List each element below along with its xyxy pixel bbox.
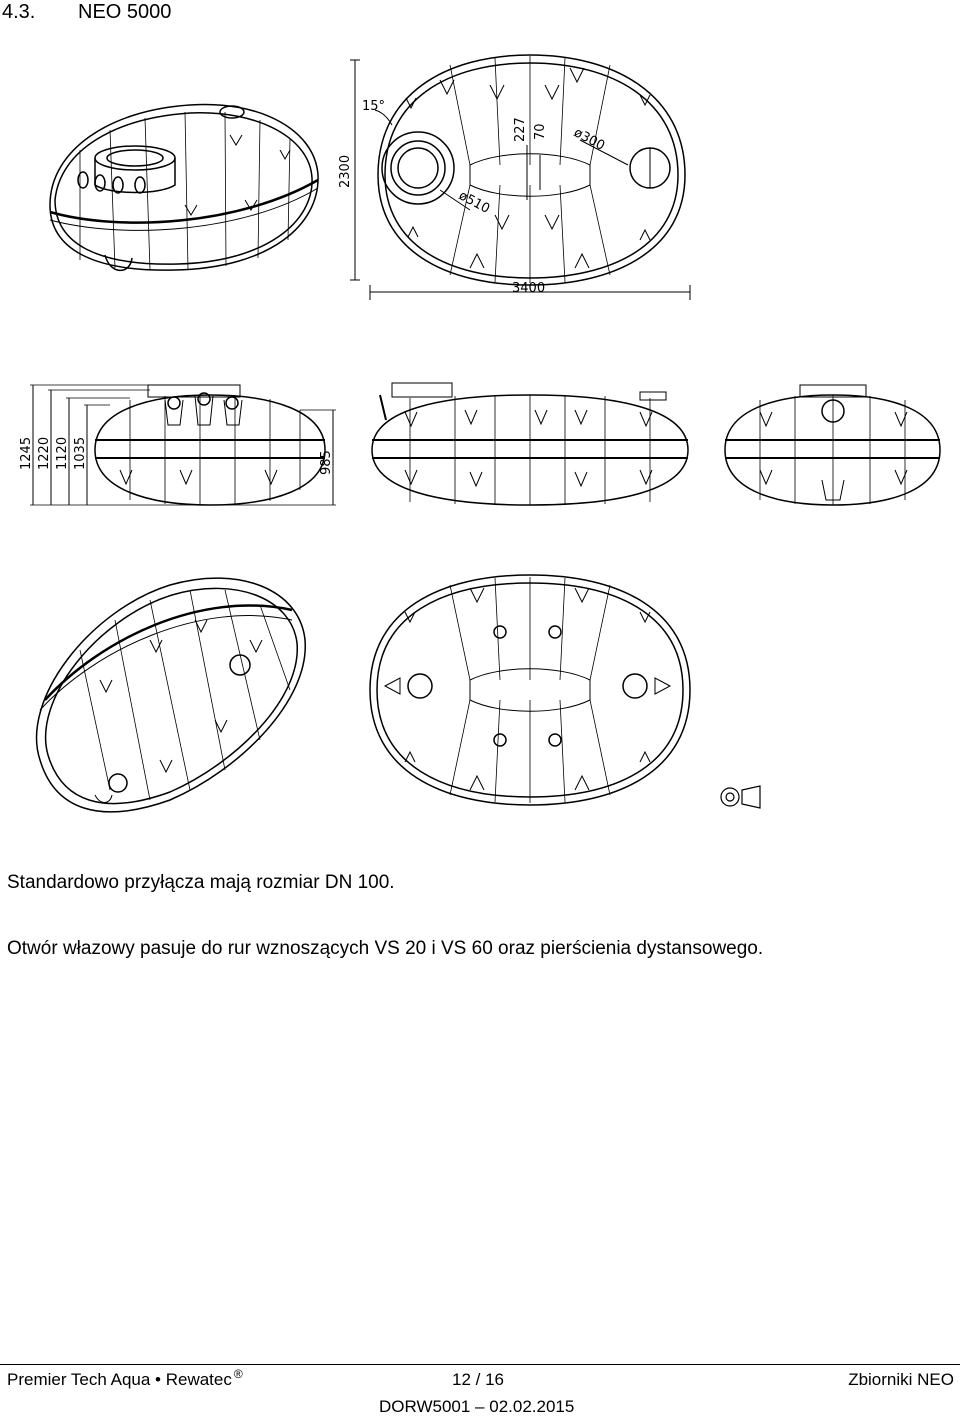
dim-227-label: 227	[513, 117, 528, 142]
footer-product: Zbiorniki NEO	[848, 1370, 954, 1389]
plan-view-top	[338, 55, 690, 300]
registered-mark: ®	[233, 1367, 243, 1381]
footer-divider	[0, 1364, 960, 1365]
dim-70-label: 70	[533, 123, 548, 140]
footer-company-name: Premier Tech Aqua • Rewatec	[7, 1370, 232, 1389]
plan-view-bottom	[370, 575, 690, 805]
projection-symbol-icon	[721, 786, 760, 808]
height-1120-label: 1120	[55, 436, 70, 470]
diameter-300-label: ø300	[571, 125, 608, 154]
height-985-label: 985	[319, 450, 334, 475]
diameter-510-label: ø510	[456, 188, 493, 217]
front-elevation	[372, 383, 688, 505]
footer-page-number: 12 / 16	[452, 1370, 504, 1389]
paragraph-connections: Standardowo przyłącza mają rozmiar DN 100.	[7, 872, 395, 893]
footer-company	[7, 1367, 243, 1390]
footer-document-code: DORW5001 – 02.02.2015	[379, 1397, 575, 1416]
isometric-bottom-view	[37, 578, 306, 812]
paragraph-manhole: Otwór włazowy pasuje do rur wznoszących VS 20 i VS 60 oraz pierścienia dystansowego.	[7, 938, 764, 959]
height-label: 2300	[338, 154, 353, 188]
section-number: 4.3.	[2, 1, 36, 23]
height-1220-label: 1220	[37, 436, 52, 470]
width-label: 3400	[512, 281, 546, 296]
angle-label: 15°	[362, 99, 386, 114]
isometric-top-view	[50, 104, 318, 270]
section-title: NEO 5000	[78, 1, 172, 23]
end-elevation	[725, 385, 940, 505]
height-1245-label: 1245	[19, 436, 34, 470]
height-1035-label: 1035	[73, 436, 88, 470]
side-elevation-left	[19, 385, 336, 505]
